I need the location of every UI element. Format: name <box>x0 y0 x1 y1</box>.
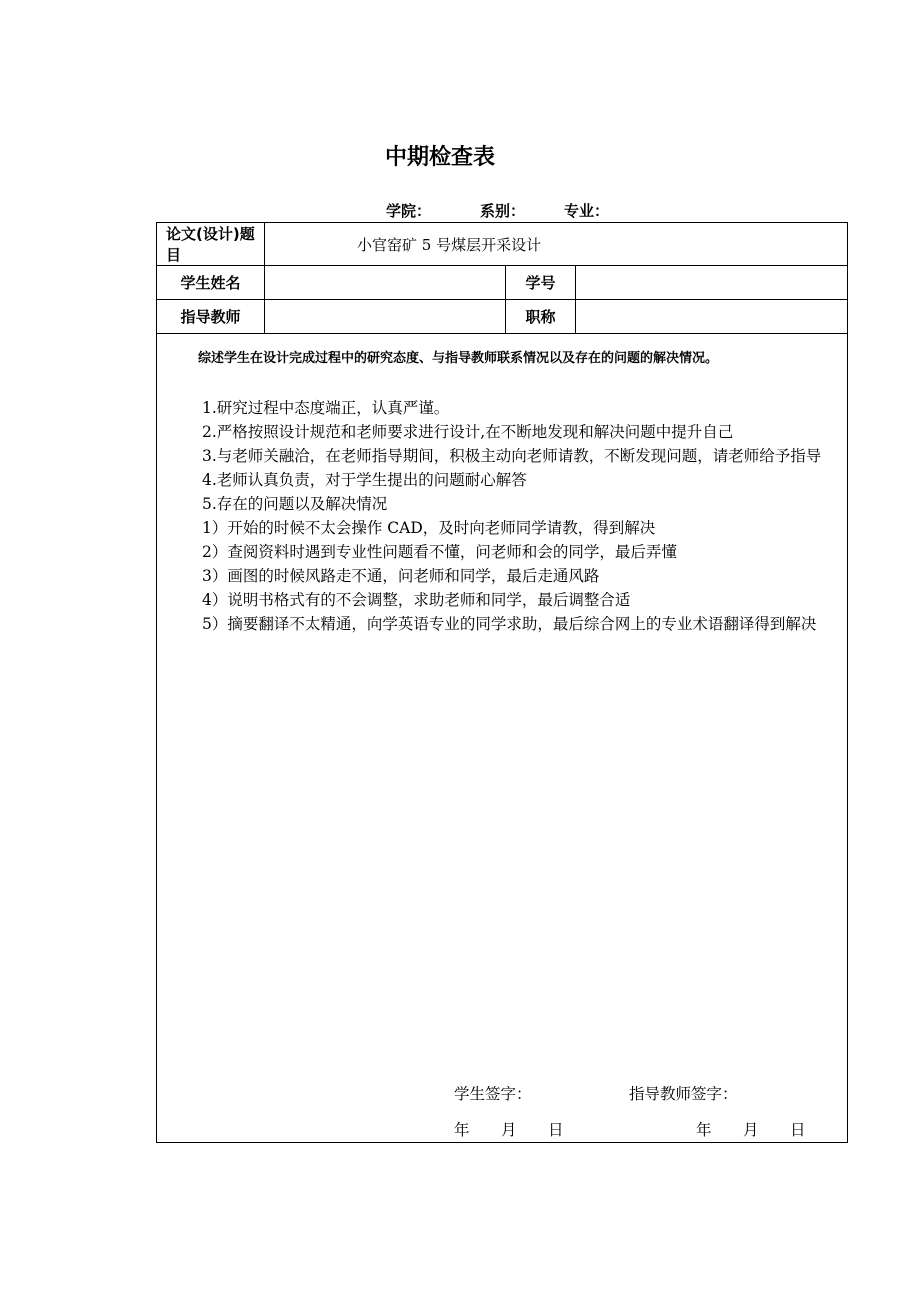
summary-paragraph: 1.研究过程中态度端正，认真严谨。 <box>202 399 450 417</box>
summary-paragraph: 4.老师认真负责，对于学生提出的问题耐心解答 <box>202 471 527 489</box>
thesis-title-field[interactable] <box>265 223 848 266</box>
summary-paragraph: 3.与老师关融洽，在老师指导期间，积极主动向老师请教，不断发现问题，请老师给予指导 <box>202 447 822 465</box>
department-label: 系别： <box>480 202 526 220</box>
summary-paragraph: 3）画图的时候风路走不通，问老师和同学，最后走通风路 <box>202 567 600 585</box>
college-label: 学院： <box>386 202 432 220</box>
summary-paragraph: 1）开始的时候不太会操作 CAD，及时向老师同学请教，得到解决 <box>202 519 656 537</box>
summary-paragraph: 5.存在的问题以及解决情况 <box>202 495 388 513</box>
summary-content <box>157 396 847 636</box>
advisor-field[interactable] <box>265 300 506 334</box>
student-name-field[interactable] <box>265 266 506 300</box>
signature-block <box>454 1076 806 1148</box>
advisor-signature-label: 指导教师签字： <box>629 1085 738 1103</box>
summary-row <box>157 334 848 1143</box>
advisor-date-day: 日 <box>790 1121 806 1139</box>
thesis-title-value: 小官窑矿 5 号煤层开采设计 <box>357 235 542 254</box>
advisor-date-year: 年 <box>696 1121 712 1139</box>
student-date-year: 年 <box>454 1121 470 1139</box>
midterm-check-form <box>156 222 848 1143</box>
summary-paragraph: 2.严格按照设计规范和老师要求进行设计,在不断地发现和解决问题中提升自己 <box>202 423 734 441</box>
summary-paragraph: 4）说明书格式有的不会调整，求助老师和同学，最后调整合适 <box>202 591 631 609</box>
student-row <box>157 266 848 300</box>
major-label: 专业： <box>564 202 610 220</box>
student-date-month: 月 <box>501 1121 517 1139</box>
summary-prompt: 综述学生在设计完成过程中的研究态度、与指导教师联系情况以及存在的问题的解决情况。 <box>198 351 719 366</box>
student-date-day: 日 <box>548 1121 564 1139</box>
advisor-row <box>157 300 848 334</box>
advisor-title-field[interactable] <box>576 300 848 334</box>
advisor-date-month: 月 <box>743 1121 759 1139</box>
advisor-label: 指导教师 <box>157 300 265 334</box>
student-signature-label: 学生签字： <box>454 1085 532 1103</box>
summary-paragraph: 5）摘要翻译不太精通，向学英语专业的同学求助，最后综合网上的专业术语翻译得到解决 <box>202 615 817 633</box>
summary-cell[interactable] <box>157 334 848 1143</box>
page-title: 中期检查表 <box>384 145 495 170</box>
student-name-label: 学生姓名 <box>157 266 265 300</box>
thesis-title-label: 论文(设计)题目 <box>157 223 265 266</box>
summary-paragraph: 2）查阅资料时遇到专业性问题看不懂，问老师和会的同学，最后弄懂 <box>202 543 677 561</box>
student-id-field[interactable] <box>576 266 848 300</box>
advisor-title-label: 职称 <box>506 300 576 334</box>
student-id-label: 学号 <box>506 266 576 300</box>
header-meta <box>386 200 609 221</box>
thesis-row <box>157 223 848 266</box>
